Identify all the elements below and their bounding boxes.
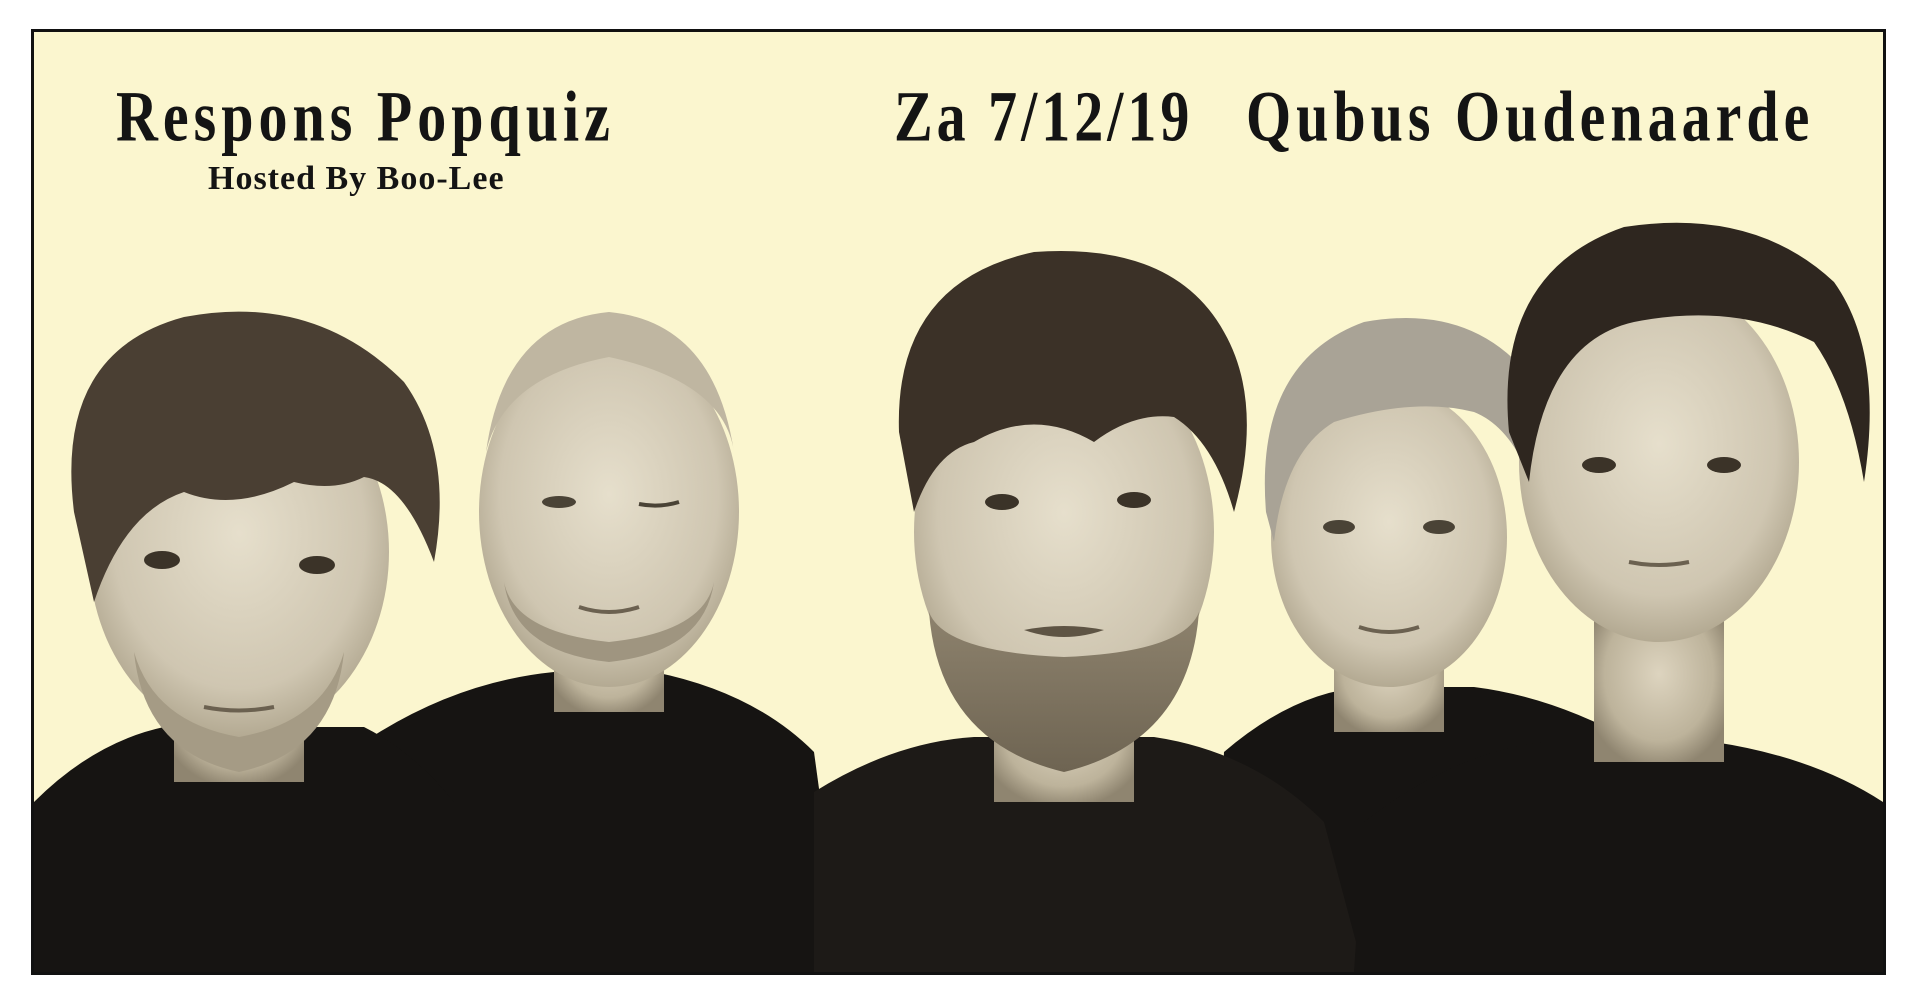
event-date: Za 7/12/19 <box>894 75 1194 157</box>
person-1 <box>34 312 464 972</box>
event-venue: Qubus Oudenaarde <box>1246 75 1815 157</box>
event-title: Respons Popquiz <box>116 75 615 157</box>
poster <box>31 29 1886 975</box>
event-host: Hosted By Boo-Lee <box>208 160 505 197</box>
group-portrait <box>34 182 1883 972</box>
person-3 <box>814 251 1364 972</box>
